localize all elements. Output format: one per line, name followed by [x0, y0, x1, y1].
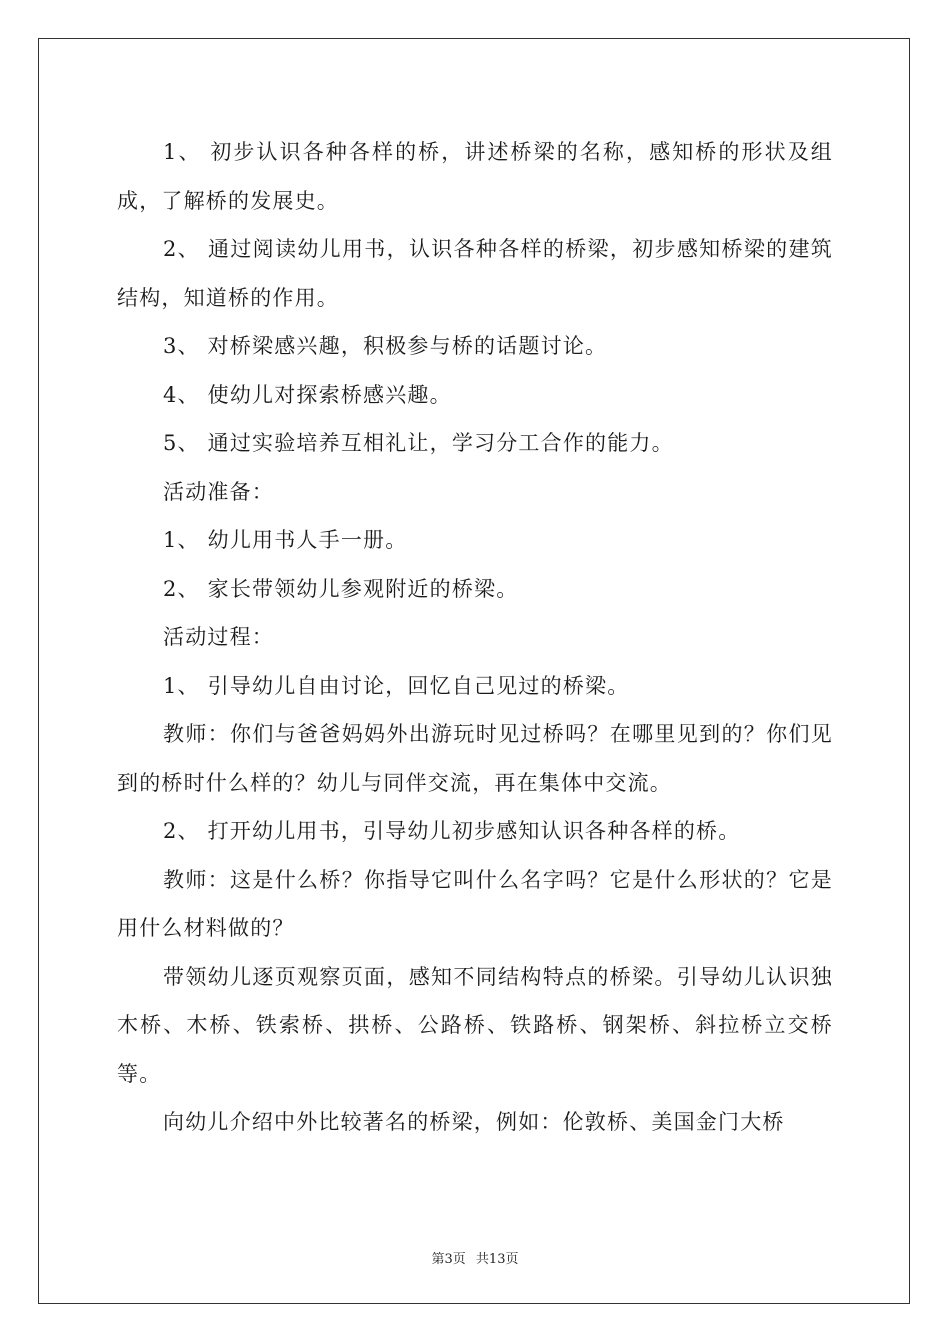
paragraph-teacher-question-1: 教师：你们与爸爸妈妈外出游玩时见过桥吗？在哪里见到的？你们见到的桥时什么样的？幼儿与同伴交流，再在集体中交流。 [117, 722, 833, 795]
paragraph-goal-5: 5、 通过实验培养互相礼让，学习分工合作的能力。 [163, 431, 674, 455]
heading-preparation: 活动准备： [163, 479, 274, 504]
paragraph-famous-bridges: 向幼儿介绍中外比较著名的桥梁，例如：伦敦桥、美国金门大桥 [163, 1110, 785, 1134]
document-body [117, 128, 833, 1147]
page-number-footer: 第3页 共13页 [431, 1252, 519, 1267]
paragraph-goal-2: 2、 通过阅读幼儿用书，认识各种各样的桥梁，初步感知桥梁的建筑结构，知道桥的作用。 [117, 237, 833, 310]
paragraph-observe-bridges: 带领幼儿逐页观察页面，感知不同结构特点的桥梁。引导幼儿认识独木桥、木桥、铁索桥、拱桥、公路桥、铁路桥、钢架桥、斜拉桥立交桥等。 [117, 964, 833, 1086]
paragraph-teacher-question-2: 教师：这是什么桥？你指导它叫什么名字吗？它是什么形状的？它是用什么材料做的？ [117, 867, 833, 940]
paragraph-goal-3: 3、 对桥梁感兴趣，积极参与桥的话题讨论。 [163, 334, 608, 358]
paragraph-goal-4: 4、 使幼儿对探索桥感兴趣。 [163, 382, 452, 407]
paragraph-process-1: 1、 引导幼儿自由讨论，回忆自己见过的桥梁。 [163, 673, 630, 698]
paragraph-goal-1: 1、 初步认识各种各样的桥，讲述桥梁的名称，感知桥的形状及组成，了解桥的发展史。 [117, 140, 833, 213]
paragraph-prep-1: 1、 幼儿用书人手一册。 [163, 528, 408, 552]
heading-process: 活动过程： [163, 625, 274, 649]
paragraph-process-2: 2、 打开幼儿用书，引导幼儿初步感知认识各种各样的桥。 [163, 819, 741, 843]
paragraph-prep-2: 2、 家长带领幼儿参观附近的桥梁。 [163, 576, 519, 601]
